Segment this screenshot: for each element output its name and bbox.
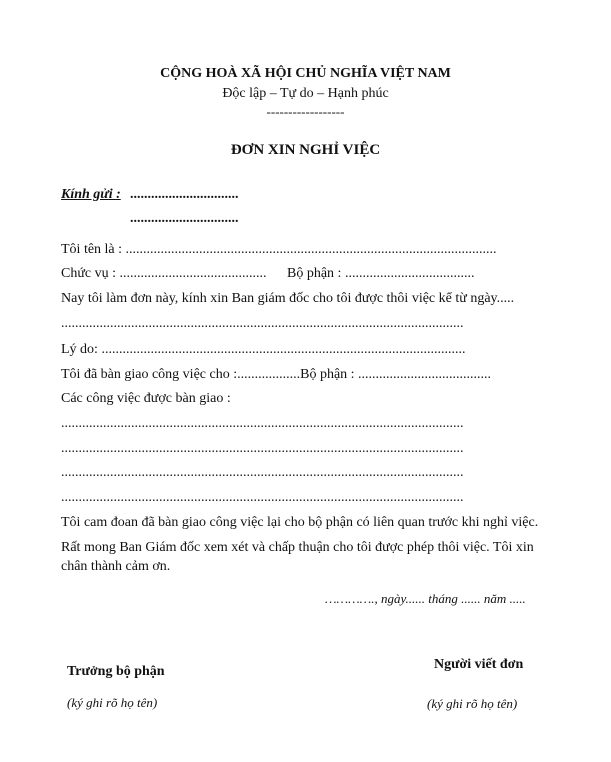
tasks-label: Các công việc được bàn giao : [61, 391, 231, 406]
task-line: ................................................................................................................... [61, 416, 464, 431]
reason-field: Lý do: ........................................................................................................ [61, 342, 466, 357]
signature-right-note: (ký ghi rõ họ tên) [427, 696, 518, 711]
header-separator: ------------------ [266, 104, 345, 119]
date-line: …………., ngày...... tháng ...... năm ..... [325, 591, 526, 606]
recipient-line-2: ............................... [130, 211, 239, 226]
request-text: Nay tôi làm đơn này, kính xin Ban giám đốc cho tôi được thôi việc kể từ ngày..... [61, 291, 515, 306]
position-field: Chức vụ : .......................................... [61, 266, 267, 281]
task-line: ................................................................................................................... [61, 441, 464, 456]
closing-text-line-1: Rất mong Ban Giám đốc xem xét và chấp thuận cho tôi được phép thôi việc. Tôi xin [61, 540, 534, 555]
nation-heading: CỘNG HOÀ XÃ HỘI CHỦ NGHĨA VIỆT NAM [160, 66, 451, 81]
signature-right-title: Người viết đơn [434, 657, 524, 672]
signature-left-title: Trưởng bộ phận [67, 664, 165, 679]
recipient-line-1: ............................... [130, 187, 239, 202]
task-line: ................................................................................................................... [61, 465, 464, 480]
recipient-label: Kính gửi : [61, 187, 121, 202]
closing-text-line-2: chân thành cảm ơn. [61, 559, 171, 574]
name-field: Tôi tên là : .......................................................................................................... [61, 242, 497, 257]
request-continuation-line: ................................................................................................................... [61, 316, 464, 331]
motto: Độc lập – Tự do – Hạnh phúc [222, 86, 389, 101]
document-title: ĐƠN XIN NGHỈ VIỆC [230, 142, 381, 158]
task-line: ................................................................................................................... [61, 490, 464, 505]
department-field: Bộ phận : ..................................... [287, 266, 475, 281]
handover-field: Tôi đã bàn giao công việc cho :..................Bộ phận : ...................................... [61, 367, 492, 382]
signature-left-note: (ký ghi rõ họ tên) [67, 695, 158, 710]
commitment-text: Tôi cam đoan đã bàn giao công việc lại cho bộ phận có liên quan trước khi nghỉ việc. [61, 515, 539, 530]
